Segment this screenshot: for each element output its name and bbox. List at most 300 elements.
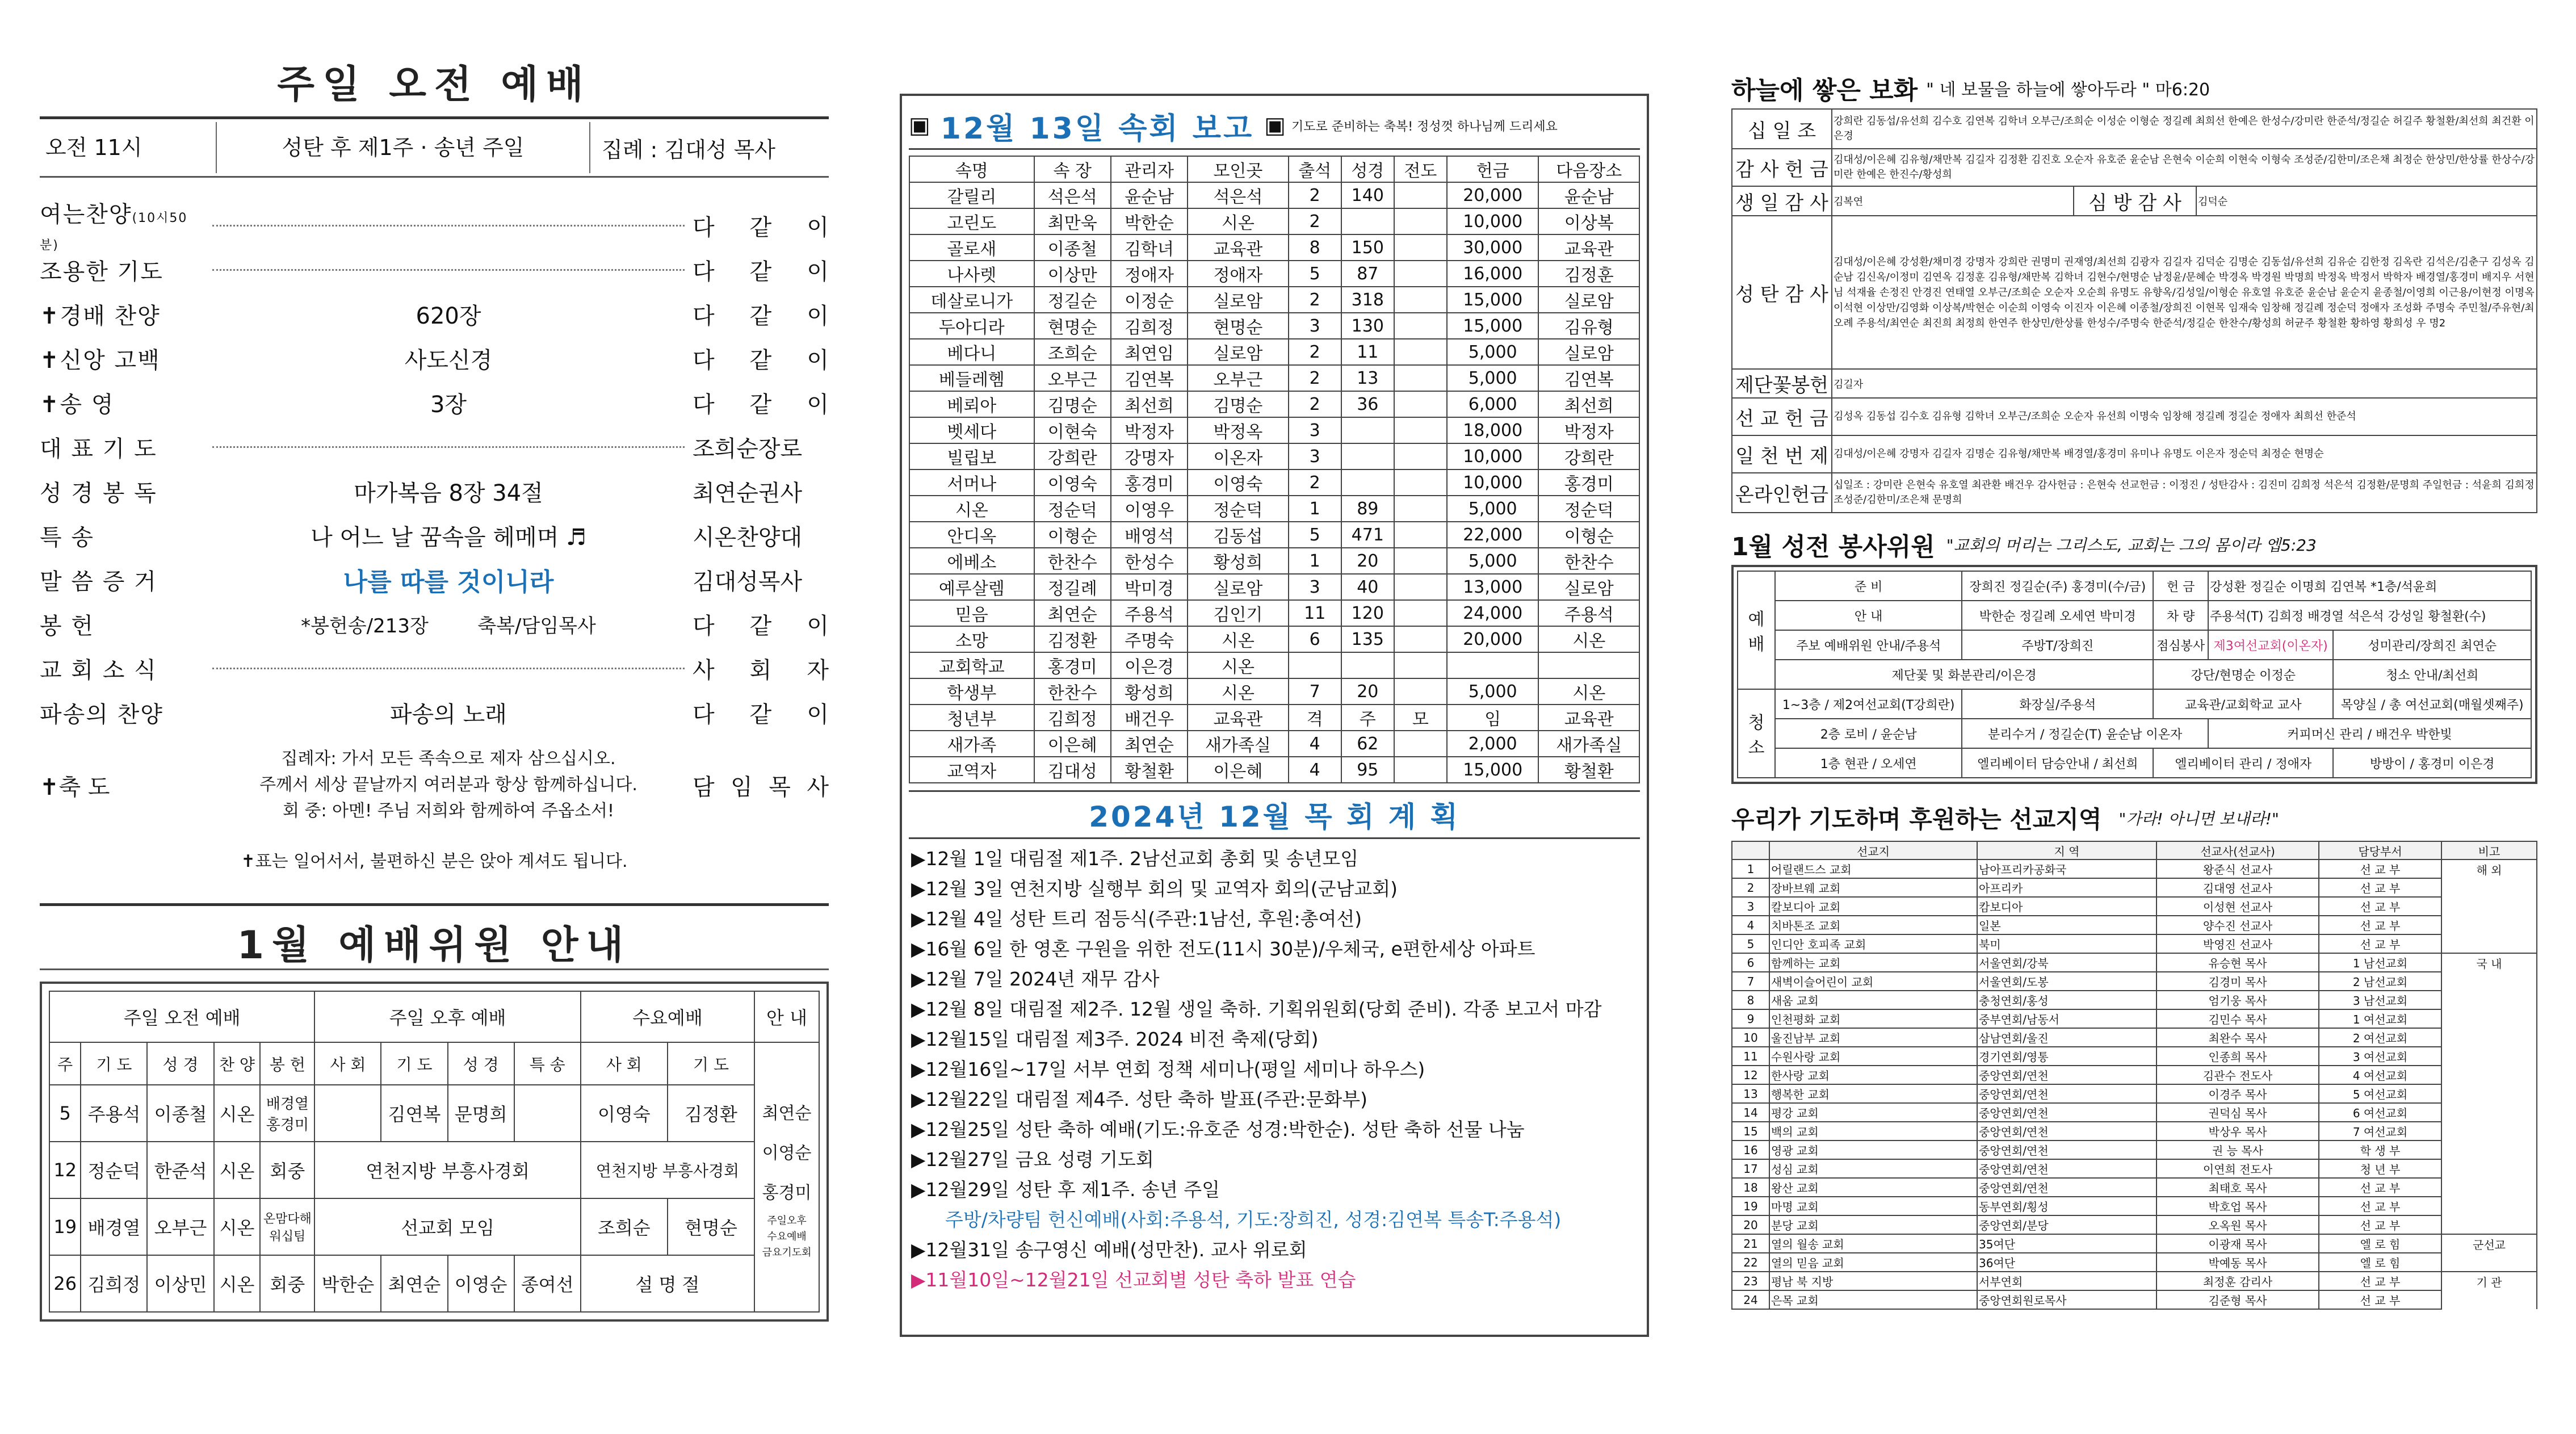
table-cell: 이상복	[1538, 208, 1639, 234]
table-cell	[2441, 1103, 2537, 1122]
table-row	[909, 339, 1639, 365]
table-cell: 정길순	[1034, 287, 1111, 313]
table-cell	[2441, 1215, 2537, 1234]
table-cell: 교육관	[1538, 705, 1639, 731]
table-cell: 새움 교회	[1769, 991, 1977, 1009]
table-cell: 3 여선교회	[2319, 1047, 2441, 1066]
table-cell: 14	[1732, 1103, 1769, 1122]
table-cell	[1341, 443, 1394, 469]
table-cell: 박정옥	[1188, 417, 1288, 443]
volunteers-header	[1731, 527, 2537, 561]
table-cell: 6	[1732, 953, 1769, 972]
table-cell: 박호업 목사	[2157, 1197, 2319, 1215]
calendar-item: 주방/차량팀 헌신예배(사회:주용석, 기도:장희진, 성경:김연복 특송T:주용석)	[945, 1209, 1562, 1231]
table-cell: 23	[1732, 1272, 1769, 1290]
table-cell: 장바브웨 교회	[1769, 878, 1977, 897]
table-cell: 군선교	[2441, 1234, 2537, 1253]
worship-header	[40, 119, 829, 176]
table-cell: 8	[1732, 991, 1769, 1009]
table-cell	[1394, 600, 1447, 626]
table-row: 일 천 번 제 김대성/이은혜 강명자 김길자 김명순 김유형/채만복 배경열/홍경미 유미나 유명도 이은자 정순덕 최정순 현명순	[1732, 435, 2537, 473]
table-cell: 이형순	[1034, 522, 1111, 548]
table-row: 생 일 감 사 김복연 심 방 감 사 김덕순	[1732, 186, 2537, 216]
table-cell: 박정자	[1111, 417, 1188, 443]
missions-table: 선교지 지 역 선교사(선교사) 담당부서 비고 1 어릴랜드스 교회 남아프리카공화국 왕준식 선교사 선 교 부 해 외 2 장바브웨 교회 아프리카 김대영 선교사 선 교 부 3 칼보디아 교회 캄보디아 이성현 선교사 선 교 부 4 치바톤조 교회 일본 양수진 선교사 선 교 부 5 인디안 호피족 교회 북미 박영진 선교사 선 교 부 6 함께하는 교회 서울연회/강북 유승현 목사 1 남선교회 국 내 7 새벽이슬어린이 교회 서울연회/도봉 김경미 목사 2 남선교회 8 새움 교회 충청연회/홍성 엄기웅 목사 3 남선교회 9 인천평화 교회 중부연회/남동서 김민수 목사 1 여선교회 10 울진남부 교회 삼남연회/울진 최완수 목사 2 여선교회 11 수원사랑 교회 경기연회/영통 인종희 목사 3 여선교회 12 한사랑 교회 중앙연회/연천 김관수 전도사 4 여선교회 13 행복한 교회 중앙연회/연천 이경주 목사 5 여선교회 14 평강 교회 중앙연회/연천 권덕심 목사 6 여선교회 15 백의 교회 중앙연회/연천 박상우 목사 7 여선교회 16 영광 교회 중앙연회/연천 권 능 목사 학 생 부 17 성심 교회 중앙연회/연천 이연희 전도사 청 년 부 18 왕산 교회 중앙연회/연천 최태호 목사 선 교 부 19 마명 교회 동부연회/횡성 박호업 목사 선 교 부 20 분당 교회 중앙연회/분당 오옥원 목사 선 교 부 21 열의 월송 교회 35여단 이광재 목사 엘 로 힘 군선교 22 열의 믿음 교회 36여단 박예동 목사 엘 로 힘 23 평남 북 지방 서부연회 최정훈 감리사 선 교 부 기 관 24 은목 교회 중앙연회원로목사 김준형 목사 선 교 부	[1731, 841, 2537, 1310]
table-cell: 선 교 부	[2319, 897, 2441, 916]
table-cell: 실로암	[1188, 339, 1288, 365]
table-row	[909, 548, 1639, 574]
offering-column	[1731, 0, 2537, 1434]
table-cell: 박상우 목사	[2157, 1122, 2319, 1141]
table-row	[1732, 897, 2537, 916]
table-cell	[1394, 287, 1447, 313]
table-cell: 이온자	[1188, 443, 1288, 469]
table-row	[1732, 1159, 2537, 1178]
table-row	[909, 261, 1639, 287]
calendar-item: ▶12월 4일 성탄 트리 점등식(주관:1남선, 후원:총여선)	[911, 908, 1362, 930]
table-cell: 선 교 부	[2319, 1215, 2441, 1234]
table-cell: 권덕심 목사	[2157, 1103, 2319, 1122]
table-cell: 3	[1289, 417, 1341, 443]
table-cell: 선 교 부	[2319, 1178, 2441, 1197]
table-cell: 한찬수	[1538, 548, 1639, 574]
table-row: 십 일 조 강희란 김동섭/유선희 김수호 김연복 김학녀 오부근/조희순 이성순 이형순 정길례 최희선 한예은 한성수/강미란 한준석/정길순 허길주 황철환/최선희 최건환 이은경	[1732, 109, 2537, 149]
table-cell: 예루살렘	[909, 574, 1034, 600]
volunteers-title: 1월 성전 봉사위원	[1731, 532, 1935, 561]
order-row: 성 경 봉 독 마가복음 8장 34절 최연순권사	[40, 480, 803, 506]
table-row	[1732, 1009, 2537, 1028]
table-cell: 새가족실	[1538, 731, 1639, 757]
table-cell: 김정훈	[1538, 261, 1639, 287]
table-cell: 4 여선교회	[2319, 1066, 2441, 1084]
table-row: 성 탄 감 사 김대성/이은혜 강성환/채미경 강명자 강희란 권명미 권재영/최선희 김광자 김길자 김덕순 김명순 김동섭/유선희 김유순 김한정 김옥란 김석은/김춘구 김성옥 김순남 김신옥/이정미 김연옥 김정훈 김유형/채만복 김학녀 김현수/현명순 남정윤/문혜순 박경옥 박경원 박명희 박정옥 박정서 박학자 배경열/홍경미 배지우 서현님 석재율 손정진 안경진 연태열 오부근/조희순 오순자 오순희 유명도 유향옥/김성일/이형순 유호열 유호준 윤순남 윤순지 윤종철/이영희 이근용/이현정 이명옥 이석현 이상만/김영화 이상복/박현순 이순희 이영숙 이진자 이은혜 이종철/장희진 이현목 임재숙 임창해 정길례 정순덕 정애자 조성화 주명숙 주민철/주유현/최오례 주용석/최연순 최진희 최정희 한연주 한상민/한상률 한성수/주명숙 한준석/정길순 한찬수/황성희 허균주 황철환 황하영 황희성 우 명2	[1732, 216, 2537, 369]
table-row	[1732, 916, 2537, 934]
table-cell	[2441, 1066, 2537, 1084]
table-cell: 한찬수	[1034, 548, 1111, 574]
table-cell: 김대영 선교사	[2157, 878, 2319, 897]
table-cell: 최만욱	[1034, 208, 1111, 234]
table-cell: 아프리카	[1977, 878, 2157, 897]
order-of-service	[40, 203, 829, 735]
table-row	[909, 417, 1639, 443]
table-cell	[1394, 522, 1447, 548]
table-cell: 16,000	[1447, 261, 1539, 287]
table-cell: 최선희	[1538, 391, 1639, 417]
table-cell: 나사렛	[909, 261, 1034, 287]
table-cell: 주용석	[1111, 600, 1188, 626]
calendar-list	[909, 839, 1640, 1299]
table-cell: 현명순	[1034, 313, 1111, 339]
table-cell: 3 남선교회	[2319, 991, 2441, 1009]
table-cell	[2441, 972, 2537, 991]
table-cell: 홍경미	[1538, 469, 1639, 496]
table-cell: 3	[1289, 443, 1341, 469]
attendance-table: 속명 속 장 관리자 모인곳 출석 성경 전도 헌금 다음장소 갈릴리 석은석 윤순남 석은석 2 140 20,000 윤순남 고린도 최만욱 박한순 시온 2 10,000 이상복 골로새 이종철 김학녀 교육관 8 150 30,000 교육관 나사렛 이상만 정애자 정애자 5 87 16,000 김정훈 데살로니가 정길순 이정순 실로암 2 318 15,000 실로암 두아디라 현명순 김희정 현명순 3 130 15,000 김유형 베다니 조희순 최연임 실로암 2 11 5,000 실로암 베들레헴 오부근 김연복 오부근 2 13 5,000 김연복 베뢰아 김명순 최선희 김명순 2 36 6,000 최선희 벳세다 이현숙 박정자 박정옥 3 18,000 박정자 빌립보 강희란 강명자 이온자 3 10,000 강희란 서머나 이영숙 홍경미 이영숙 2 10,000 홍경미 시온 정순덕 이영우 정순덕 1 89 5,000 정순덕 안디옥 이형순 배영석 김동섭 5 471 22,000 이형순 에베소 한찬수 한성수 황성희 1 20 5,000 한찬수 예루살렘 정길례 박미경 실로암 3 40 13,000 실로암 믿음 최연순 주용석 김인기 11 120 24,000 주용석 소망 김정환 주명숙 시온 6 135 20,000 시온 교회학교 홍경미 이은경 시온 학생부 한찬수 황성희 시온 7 20 5,000 시온 청년부 김희정 배건우 교육관 격 주 모 임 교육관 새가족 이은혜 최연순 새가족실 4 62 2,000 새가족실 교역자 김대성 황철환 이은혜 4 95 15,000 황철환	[909, 156, 1640, 783]
table-row: 주보 예배위원 안내/주용석 주방T/장희진 점심봉사 제3여선교회(이온자) 성미관리/장희진 최연순	[1738, 630, 2531, 660]
table-row	[1732, 1066, 2537, 1084]
table-cell: 40	[1341, 574, 1394, 600]
table-cell: 엘 로 힘	[2319, 1253, 2441, 1272]
table-cell: 8	[1289, 234, 1341, 261]
table-cell: 교육관	[1188, 234, 1288, 261]
table-cell: 이은경	[1111, 652, 1188, 678]
table-cell: 황철환	[1111, 757, 1188, 783]
table-cell: 함께하는 교회	[1769, 953, 1977, 972]
table-row	[1732, 859, 2537, 878]
table-cell	[1447, 652, 1539, 678]
order-row: 말 씀 증 거 나를 따를 것이니라 김대성목사	[40, 557, 829, 602]
table-row	[909, 234, 1639, 261]
table-cell: 30,000	[1447, 234, 1539, 261]
table-cell: 선 교 부	[2319, 1197, 2441, 1215]
table-cell: 윤순남	[1111, 182, 1188, 208]
table-row	[1732, 1253, 2537, 1272]
table-cell: 김민수 목사	[2157, 1009, 2319, 1028]
order-row: 특 송 나 어느 날 꿈속을 헤메며 ♬ 시온찬양대	[40, 524, 803, 551]
table-cell: 1	[1289, 496, 1341, 522]
table-cell: 교육관	[1188, 705, 1288, 731]
table-cell: 62	[1341, 731, 1394, 757]
table-cell: 정애자	[1111, 261, 1188, 287]
table-cell: 시온	[1538, 626, 1639, 652]
table-cell: 김인기	[1188, 600, 1288, 626]
table-cell	[1289, 652, 1341, 678]
table-cell: 시온	[1188, 678, 1288, 705]
volunteers-verse: "교회의 머리는 그리스도, 교회는 그의 몸이라 엡5:23	[1946, 536, 2317, 555]
servers-table-box	[40, 982, 829, 1322]
table-cell: 2	[1289, 287, 1341, 313]
table-cell: 이성현 선교사	[2157, 897, 2319, 916]
table-cell: 김희정	[1034, 705, 1111, 731]
calendar-item: ▶12월27일 금요 성령 기도회	[911, 1148, 1154, 1171]
missions-header	[1731, 801, 2537, 835]
table-cell: 6	[1289, 626, 1341, 652]
table-row	[909, 182, 1639, 208]
table-cell: 선 교 부	[2319, 878, 2441, 897]
table-row	[909, 652, 1639, 678]
table-cell: 수원사랑 교회	[1769, 1047, 1977, 1066]
table-row: 26 김희정 이상민 시온 회중 박한순 최연순 이영순 종여선 설 명 절	[49, 1255, 819, 1312]
table-cell: 김유형	[1538, 313, 1639, 339]
order-row: 파송의 찬양 파송의 노래 다 같 이	[40, 701, 829, 728]
table-cell: 이정순	[1111, 287, 1188, 313]
order-row: 대 표 기 도 조희순장로	[40, 435, 803, 462]
calendar-item: ▶12월 8일 대림절 제2주. 12월 생일 축하. 기획위원회(당회 준비). 각종 보고서 마감	[911, 998, 1602, 1020]
table-cell: 베들레헴	[909, 365, 1034, 391]
table-cell: 정순덕	[1188, 496, 1288, 522]
table-cell	[1394, 208, 1447, 234]
table-row	[909, 496, 1639, 522]
table-cell: 20,000	[1447, 182, 1539, 208]
table-cell: 87	[1341, 261, 1394, 287]
table-cell: 4	[1289, 757, 1341, 783]
table-cell	[1394, 261, 1447, 287]
table-cell: 경기연회/영통	[1977, 1047, 2157, 1066]
table-row	[909, 365, 1639, 391]
divider	[40, 968, 829, 970]
table-cell: 주명숙	[1111, 626, 1188, 652]
table-cell: 엄기웅 목사	[2157, 991, 2319, 1009]
table-cell: 삼남연회/울진	[1977, 1028, 2157, 1047]
table-cell: 어릴랜드스 교회	[1769, 859, 1977, 878]
offering-title: 하늘에 쌓은 보화	[1731, 76, 1918, 105]
table-cell	[1394, 469, 1447, 496]
table-cell	[1341, 652, 1394, 678]
table-row	[1732, 1047, 2537, 1066]
table-cell	[1394, 652, 1447, 678]
table-cell: 치바톤조 교회	[1769, 916, 1977, 934]
table-cell: 갈릴리	[909, 182, 1034, 208]
table-cell: 박예동 목사	[2157, 1253, 2319, 1272]
table-cell: 최연임	[1111, 339, 1188, 365]
table-cell: 교역자	[909, 757, 1034, 783]
footnote: ✝표는 일어서서, 불편하신 분은 앉아 계셔도 됩니다.	[241, 852, 628, 871]
table-row	[909, 469, 1639, 496]
table-cell: 3	[1289, 574, 1341, 600]
order-row: 조용한 기도 다 같 이	[40, 258, 829, 285]
table-cell: 135	[1341, 626, 1394, 652]
table-cell	[2441, 1122, 2537, 1141]
table-cell: 남아프리카공화국	[1977, 859, 2157, 878]
table-cell: 서울연회/강북	[1977, 953, 2157, 972]
table-cell: 벳세다	[909, 417, 1034, 443]
table-cell: 중앙연회/연천	[1977, 1122, 2157, 1141]
table-cell: 서울연회/도봉	[1977, 972, 2157, 991]
table-cell: 중앙연회/연천	[1977, 1141, 2157, 1159]
attendance-title: 12월 13일 속회 보고	[940, 111, 1255, 146]
table-cell: 정순덕	[1538, 496, 1639, 522]
table-cell: 왕준식 선교사	[2157, 859, 2319, 878]
table-cell: 엘 로 힘	[2319, 1234, 2441, 1253]
volunteers-box	[1731, 565, 2537, 784]
table-cell: 이은혜	[1034, 731, 1111, 757]
table-cell: 기 관	[2441, 1272, 2537, 1290]
table-cell: 베다니	[909, 339, 1034, 365]
table-cell: 충청연회/홍성	[1977, 991, 2157, 1009]
table-cell: 서머나	[909, 469, 1034, 496]
table-cell: 왕산 교회	[1769, 1178, 1977, 1197]
table-row	[909, 574, 1639, 600]
table-cell: 이경주 목사	[2157, 1084, 2319, 1103]
table-cell: 분당 교회	[1769, 1215, 1977, 1234]
table-cell: 최선희	[1111, 391, 1188, 417]
table-cell: 한성수	[1111, 548, 1188, 574]
table-cell: 조희순	[1034, 339, 1111, 365]
table-row	[909, 443, 1639, 469]
table-cell: 실로암	[1538, 287, 1639, 313]
table-cell: 김연복	[1111, 365, 1188, 391]
table-cell: 정순덕	[1034, 496, 1111, 522]
table-cell: 열의 월송 교회	[1769, 1234, 1977, 1253]
table-cell: 시온	[1188, 652, 1288, 678]
table-cell: 5	[1289, 261, 1341, 287]
table-cell: 권 능 목사	[2157, 1141, 2319, 1159]
table-cell: 11	[1341, 339, 1394, 365]
table-cell: 강명자	[1111, 443, 1188, 469]
table-cell: 이종철	[1034, 234, 1111, 261]
table-cell: 15,000	[1447, 757, 1539, 783]
table-cell	[1394, 182, 1447, 208]
table-cell: 최완수 목사	[2157, 1028, 2319, 1047]
table-cell: 7 여선교회	[2319, 1122, 2441, 1141]
table-cell: 은목 교회	[1769, 1290, 1977, 1309]
table-cell: 중앙연회/연천	[1977, 1159, 2157, 1178]
table-cell: 칼보디아 교회	[1769, 897, 1977, 916]
table-row: 제단꽃봉헌 김길자	[1732, 369, 2537, 398]
table-cell	[1394, 678, 1447, 705]
table-cell: 6,000	[1447, 391, 1539, 417]
table-row	[1732, 953, 2537, 972]
table-cell: 캄보디아	[1977, 897, 2157, 916]
table-cell: 2	[1289, 391, 1341, 417]
table-row: 선 교 헌 금 김성옥 김동섭 김수호 김유형 김학녀 오부근/조희순 오순자 유선희 이명숙 임창해 정길례 정길순 정애자 최희선 한준석	[1732, 398, 2537, 435]
table-row	[909, 287, 1639, 313]
table-cell: 고린도	[909, 208, 1034, 234]
table-cell: 시온	[909, 496, 1034, 522]
table-cell: 믿음	[909, 600, 1034, 626]
table-cell	[2441, 1047, 2537, 1066]
table-cell: 24,000	[1447, 600, 1539, 626]
table-cell: 11	[1289, 600, 1341, 626]
table-cell	[1394, 574, 1447, 600]
calendar-item: ▶12월16일~17일 서부 연회 정책 세미나(평일 세미나 하우스)	[911, 1058, 1425, 1080]
table-cell: 골로새	[909, 234, 1034, 261]
table-cell: 시온	[1538, 678, 1639, 705]
table-cell: 10,000	[1447, 469, 1539, 496]
table-cell	[2441, 1290, 2537, 1309]
table-cell: 열의 믿음 교회	[1769, 1253, 1977, 1272]
table-cell: 김정환	[1034, 626, 1111, 652]
table-cell: 7	[1732, 972, 1769, 991]
table-cell: 중앙연회/연천	[1977, 1178, 2157, 1197]
table-cell: 새가족	[909, 731, 1034, 757]
table-cell: 89	[1341, 496, 1394, 522]
table-cell: 20,000	[1447, 626, 1539, 652]
table-cell: 4	[1289, 731, 1341, 757]
table-cell	[2441, 1178, 2537, 1197]
table-cell: 318	[1341, 287, 1394, 313]
table-row	[909, 705, 1639, 731]
table-cell: 임	[1447, 705, 1539, 731]
table-cell: 영광 교회	[1769, 1141, 1977, 1159]
table-row: 2층 로비 / 윤순남 분리수거 / 정길순(T) 윤순남 이온자 커피머신 관리 / 배건우 박한빛	[1738, 719, 2531, 748]
offering-table	[1731, 108, 2537, 513]
table-cell: 18,000	[1447, 417, 1539, 443]
table-cell: 2	[1289, 469, 1341, 496]
table-cell: 15	[1732, 1122, 1769, 1141]
attendance-header	[909, 103, 1640, 150]
table-cell: 최연순	[1034, 600, 1111, 626]
table-row	[1732, 991, 2537, 1009]
calendar-item: ▶12월31일 송구영신 예배(성만찬). 교사 위로회	[911, 1239, 1307, 1261]
table-cell: 7	[1289, 678, 1341, 705]
table-cell	[1341, 469, 1394, 496]
calendar-item: ▶12월29일 성탄 후 제1주. 송년 주일	[911, 1179, 1220, 1201]
table-cell	[2441, 1141, 2537, 1159]
table-cell: 서부연회	[1977, 1272, 2157, 1290]
table-row: 제단꽃 및 화분관리/이은경 강단/현명순 이정순 청소 안내/최선희	[1738, 660, 2531, 689]
table-cell: 3	[1732, 897, 1769, 916]
table-cell: 교육관	[1538, 234, 1639, 261]
table-row	[1732, 1141, 2537, 1159]
table-cell: 울진남부 교회	[1769, 1028, 1977, 1047]
table-cell: 36여단	[1977, 1253, 2157, 1272]
report-box	[900, 94, 1649, 1337]
table-cell: 김경미 목사	[2157, 972, 2319, 991]
table-cell: 평강 교회	[1769, 1103, 1977, 1122]
table-cell: 20	[1732, 1215, 1769, 1234]
order-row: 교 회 소 식 사 회 자	[40, 657, 829, 684]
table-cell: 2,000	[1447, 731, 1539, 757]
table-row	[909, 757, 1639, 783]
table-cell: 김명순	[1034, 391, 1111, 417]
worship-subject: 성탄 후 제1주 · 송년 주일	[217, 122, 590, 173]
table-row	[909, 600, 1639, 626]
table-cell: 새가족실	[1188, 731, 1288, 757]
table-row: 온라인헌금 십일조 : 강미란 은현숙 유호열 최관환 배건우 감사헌금 : 은현숙 선교헌금 : 이정진 / 성탄감사 : 김진미 김희정 석은석 김정환/문명희 주일헌금 : 석윤희 김희정 조성준/김한미/조은채 문명희	[1732, 473, 2537, 513]
table-cell: 선 교 부	[2319, 1272, 2441, 1290]
table-cell: 5,000	[1447, 339, 1539, 365]
table-cell: 새벽이슬어린이 교회	[1769, 972, 1977, 991]
table-row	[1732, 1215, 2537, 1234]
table-cell: 36	[1341, 391, 1394, 417]
table-cell	[2441, 991, 2537, 1009]
table-cell: 시온	[1188, 626, 1288, 652]
report-column	[900, 0, 1649, 1434]
table-cell: 강희란	[1034, 443, 1111, 469]
calendar-item: ▶11월10일~12월21일 선교회별 성탄 축하 발표 연습	[911, 1269, 1356, 1291]
table-cell: 데살로니가	[909, 287, 1034, 313]
table-cell: 1 여선교회	[2319, 1009, 2441, 1028]
table-cell: 2	[1289, 365, 1341, 391]
worship-time: 오전 11시	[40, 122, 217, 173]
table-cell: 청년부	[909, 705, 1034, 731]
table-cell: 5,000	[1447, 365, 1539, 391]
calendar-item: ▶12월 7일 2024년 재무 감사	[911, 968, 1160, 990]
table-cell: 3	[1289, 313, 1341, 339]
table-cell: 선 교 부	[2319, 859, 2441, 878]
table-cell: 120	[1341, 600, 1394, 626]
table-cell: 이은혜	[1188, 757, 1288, 783]
table-cell: 인디안 호피족 교회	[1769, 934, 1977, 953]
table-cell: 정애자	[1188, 261, 1288, 287]
table-cell: 행복한 교회	[1769, 1084, 1977, 1103]
table-cell	[1394, 391, 1447, 417]
table-cell: 이연희 전도사	[2157, 1159, 2319, 1178]
table-cell: 두아디라	[909, 313, 1034, 339]
benediction: ✝축 도 집례자: 가서 모든 족속으로 제자 삼으십시오. 주께서 세상 끝날까지 여러분과 항상 함께하십니다. 회 중: 아멘! 주님 저희와 함께하여 주옵소서! 담 임 목 사	[40, 749, 829, 821]
table-cell: 2 남선교회	[2319, 972, 2441, 991]
table-cell	[1394, 626, 1447, 652]
table-cell: 교회학교	[909, 652, 1034, 678]
table-cell	[2441, 1197, 2537, 1215]
table-cell: 해 외	[2441, 859, 2537, 878]
table-row	[1732, 878, 2537, 897]
table-cell: 국 내	[2441, 953, 2537, 972]
table-cell: 최연순	[1111, 731, 1188, 757]
table-cell: 22,000	[1447, 522, 1539, 548]
table-cell: 중앙연회원로목사	[1977, 1290, 2157, 1309]
table-cell: 오부근	[1034, 365, 1111, 391]
table-cell: 북미	[1977, 934, 2157, 953]
table-cell: 140	[1341, 182, 1394, 208]
table-cell: 95	[1341, 757, 1394, 783]
table-cell	[2441, 897, 2537, 916]
table-cell: 김연복	[1538, 365, 1639, 391]
table-cell: 박미경	[1111, 574, 1188, 600]
table-cell: 이현숙	[1034, 417, 1111, 443]
table-cell	[1341, 208, 1394, 234]
